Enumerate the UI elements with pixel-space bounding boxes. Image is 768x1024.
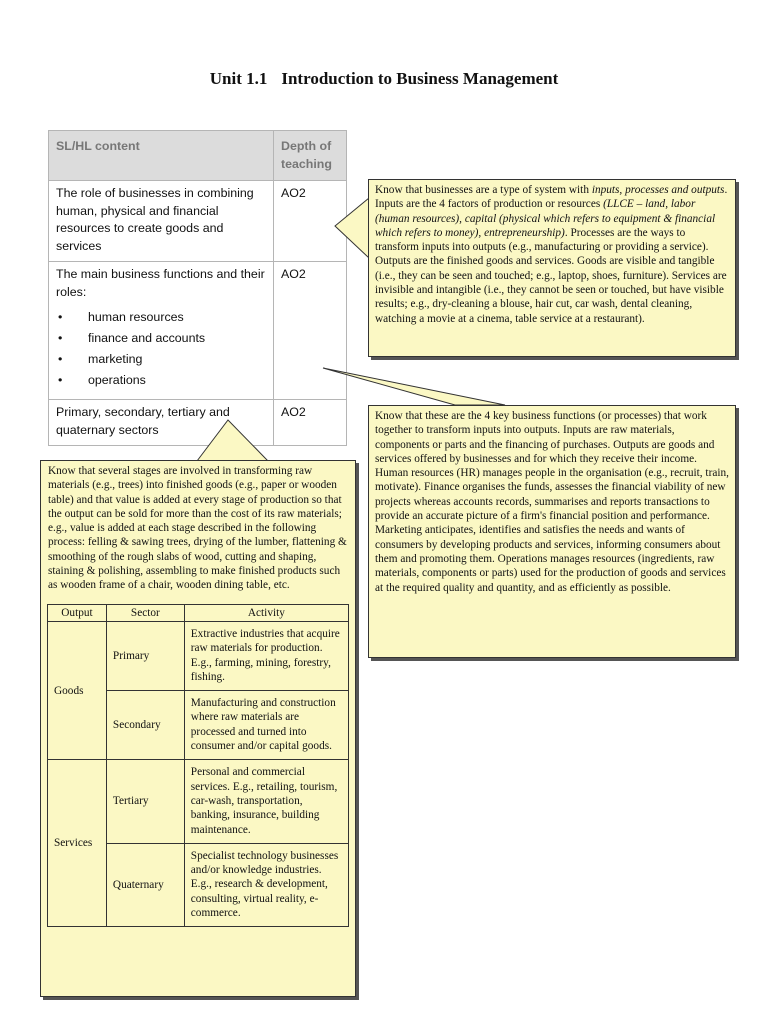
note2-text: Know that these are the 4 key business functions (or processes) that work together to transform inputs into outputs. Inputs are raw materials, components or parts and the financing of purchases. Outputs are goods and services offered by businesses and for which they receive their income. Human resources (HR) manages people in the organisation (e.g., recruit, train, motivate). Finance organises the funds, assesses the financial viability of new projects whereas accounts records, summarises and reports transactions to provide an accurate picture of a firm's financial position and performance. Marketing anticipates, identifies and satisfies the needs and wants of consumers by developing products and services, informing consumers about them and promoting them. Operations manages resources (ingredients, raw materials, components or parts) used for the production of goods and services at the required quality and quantity, and as efficiently as possible. — [375, 410, 729, 594]
callout-value-added — [40, 460, 356, 997]
unit-name: Introduction to Business Management — [281, 69, 559, 88]
depth-cell: AO2 — [274, 262, 347, 400]
output-cell: Services — [48, 760, 107, 927]
sector-table-header — [48, 604, 349, 621]
list-item: • operations — [56, 372, 266, 393]
page-title — [0, 69, 768, 89]
content-cell — [49, 262, 274, 400]
activity-cell: Personal and commercial services. E.g., retailing, tourism, car-wash, transportation, banking, insurance, building maintenance. — [184, 760, 348, 843]
note1-italic-2: (LLCE – land, labor (human resources), capital (physical which refers to equipment & financial which refers to money), entrepreneurship) — [375, 198, 716, 239]
unit-number: Unit 1.1 — [209, 69, 268, 88]
functions-list — [56, 309, 266, 393]
content-cell: Primary, secondary, tertiary and quaternary sectors — [49, 400, 274, 446]
header-activity: Activity — [184, 604, 348, 621]
callout-business-functions — [368, 405, 736, 658]
sector-cell: Quaternary — [106, 843, 184, 926]
header-depth — [274, 131, 347, 181]
note1-text-3: . Processes are the ways to transform inputs into outputs (e.g., manufacturing or providing a service). Outputs are the finished goods and services. Goods are visible and tangible (i.e., they can be seen and touched; e.g., laptop, shoes, furniture). Services are invisible and intangible (i.e., they cannot be seen or touched, but have visible results; e.g., dry-cleaning a blouse, hair cut, car wash, dental cleaning, watching a movie at a cinema, table service at a restaurant). — [375, 226, 727, 325]
activity-cell: Extractive industries that acquire raw materials for production. E.g., farming, mining, forestry, fishing. — [184, 621, 348, 690]
functions-intro: The main business functions and their roles: — [56, 267, 265, 299]
header-output: Output — [48, 604, 107, 621]
list-item: • finance and accounts — [56, 330, 266, 351]
activity-cell: Manufacturing and construction where raw materials are processed and turned into consumer and/or capital goods. — [184, 691, 348, 760]
sector-cell: Primary — [106, 621, 184, 690]
table-row — [48, 760, 349, 843]
header-depth-label: Depth of teaching — [281, 139, 332, 171]
content-row — [49, 181, 347, 262]
sector-cell: Secondary — [106, 691, 184, 760]
content-table — [48, 130, 347, 446]
list-item: • marketing — [56, 351, 266, 372]
list-item: • human resources — [56, 309, 266, 330]
content-row — [49, 400, 347, 446]
note1-italic-1: inputs, processes and outputs — [591, 184, 725, 196]
callout-system-inputs-outputs — [368, 179, 736, 357]
header-content: SL/HL content — [49, 131, 274, 181]
depth-cell: AO2 — [274, 181, 347, 262]
sector-table — [47, 604, 349, 928]
header-sector: Sector — [106, 604, 184, 621]
note3-text: Know that several stages are involved in transforming raw materials (e.g., trees) into finished goods (e.g., paper or wooden table) and that value is added at every stage of production so that the output can be sold for more than the cost of its raw materials; e.g., value is added at each stage described in the following process: felling & sawing trees, drying of the lumber, flattening & smoothing of the rough slabs of wood, cutting and shaping, staining & polishing, assembling to make finished products such as wooden frame of a chair, wooden dining table, etc. — [48, 465, 347, 592]
output-cell: Goods — [48, 621, 107, 759]
callout-pointer-2 — [323, 368, 505, 405]
depth-cell: AO2 — [274, 400, 347, 446]
note1-text-2: . Inputs are the 4 factors of production or resources — [375, 184, 728, 211]
table-row — [48, 621, 349, 690]
content-cell: The role of businesses in combining human, physical and financial resources to create goods and services — [49, 181, 274, 262]
note1-text-1: Know that businesses are a type of system with — [375, 184, 592, 196]
content-table-header — [49, 131, 347, 181]
content-row — [49, 262, 347, 400]
sector-cell: Tertiary — [106, 760, 184, 843]
activity-cell: Specialist technology businesses and/or knowledge industries. E.g., research & development, consulting, virtual reality, e-commerce. — [184, 843, 348, 926]
